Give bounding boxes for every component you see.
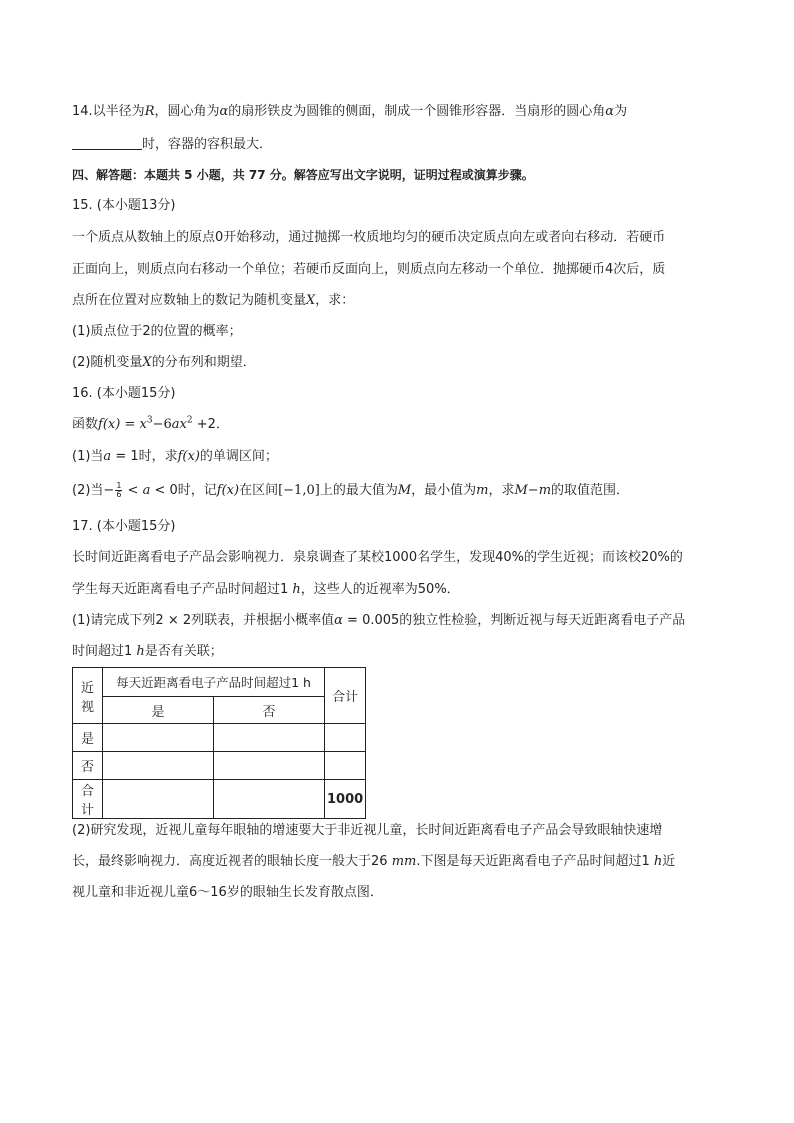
table-corner-header: 近视	[73, 668, 103, 724]
q17-text: (1)请完成下列2 × 2列联表，并根据小概率值	[72, 613, 335, 628]
q16-text: +2．	[192, 417, 229, 432]
math-X: X	[306, 293, 316, 308]
q15-text: (2)随机变量	[72, 355, 143, 370]
q14-text: 时，容器的容积最大．	[142, 137, 273, 152]
math-alpha: α	[219, 104, 229, 119]
math-h: h	[136, 644, 145, 659]
math-exponent: 2	[186, 415, 193, 426]
q17-text: = 0.005的独立性检验，判断近视与每天近距离看电子产品	[342, 613, 686, 628]
q14-line2	[72, 135, 272, 154]
fraction-denominator: 6	[116, 490, 122, 499]
math-equals: =	[120, 417, 140, 432]
q16-text: (2)当−	[72, 483, 115, 498]
q15-paragraph-line: 一个质点从数轴上的原点0开始移动，通过抛掷一枚质地均匀的硬币决定质点向左或者向右移动．若硬币	[72, 230, 666, 245]
math-f-of-x: f(x)	[98, 417, 121, 432]
q17-paragraph-line: 长时间近距离看电子产品会影响视力．泉泉调查了某校1000名学生，发现40%的学生近视；而该校20%的	[72, 550, 683, 565]
q16-subquestion-1	[72, 448, 278, 466]
table-col-yes: 是	[103, 697, 214, 724]
q16-text: 函数	[72, 417, 99, 432]
math-h: h	[653, 854, 663, 869]
table-row-total: 合计	[73, 780, 103, 819]
math-a: a	[103, 449, 112, 464]
math-exponent: 3	[146, 415, 153, 426]
q17-subquestion-2-cont: 视儿童和非近视儿童6～16岁的眼轴生长发育散点图．	[72, 885, 383, 900]
math-x: x	[139, 417, 147, 432]
table-cell[interactable]	[214, 752, 325, 780]
q17-text: ，这些人的近视率为50%．	[300, 582, 460, 597]
math-alpha: α	[605, 104, 615, 119]
math-mm: mm	[391, 854, 417, 869]
q14-line1	[72, 103, 627, 121]
q17-subquestion-1	[72, 612, 685, 630]
q14-text: 的扇形铁皮为圆锥的侧面，制成一个圆锥形容器．当扇形的圆心角	[228, 104, 606, 119]
math-alpha: α	[334, 613, 343, 628]
q16-text: 上的最大值为	[319, 483, 398, 498]
q17-header: 17. (本小题15分)	[72, 519, 176, 534]
table-row-no: 否	[73, 752, 103, 780]
q16-text: ，求	[488, 483, 515, 498]
q15-paragraph-line: 正面向上，则质点向右移动一个单位；若硬币反面向上，则质点向左移动一个单位．抛掷硬币4次后，质	[72, 262, 666, 277]
math-term: −6	[152, 417, 172, 432]
q15-paragraph-line	[72, 292, 354, 310]
q17-text: 时间超过1	[72, 644, 137, 659]
answer-blank[interactable]	[72, 135, 142, 150]
table-cell[interactable]	[214, 724, 325, 752]
table-grand-total: 1000	[325, 780, 366, 819]
math-M: M	[397, 483, 412, 498]
q15-subquestion-2	[72, 354, 256, 372]
table-cell[interactable]	[103, 752, 214, 780]
q16-subquestion-2	[72, 482, 629, 500]
math-interval: [−1,0]	[278, 483, 320, 498]
table-cell[interactable]	[325, 752, 366, 780]
q17-text: 学生每天近距离看电子产品时间超过1	[72, 582, 293, 597]
math-M-minus-m: M−m	[514, 483, 552, 498]
q17-paragraph-line	[72, 581, 460, 599]
q16-text: 的取值范围．	[551, 483, 630, 498]
table-col-no: 否	[214, 697, 325, 724]
q16-text: < 0时，记	[150, 483, 217, 498]
math-a: a	[142, 483, 151, 498]
section-heading: 四、解答题：本题共 5 小题，共 77 分。解答应写出文字说明，证明过程或演算步骤。	[72, 168, 534, 182]
math-m: m	[476, 483, 489, 498]
q17-subquestion-2: (2)研究发现，近视儿童每年眼轴的增速要大于非近视儿童，长时间近距离看电子产品会导致眼轴快速增	[72, 823, 663, 838]
q14-text: 为	[614, 104, 628, 119]
q14-text: ，圆心角为	[154, 104, 220, 119]
math-R: R	[144, 104, 155, 119]
q16-text: ，最小值为	[411, 483, 477, 498]
math-f-of-x: f(x)	[177, 449, 200, 464]
q17-subquestion-1-cont	[72, 643, 223, 661]
q15-text: 点所在位置对应数轴上的数记为随机变量	[72, 293, 307, 308]
math-f-of-x: f(x)	[216, 483, 240, 498]
q16-text: 的单调区间；	[199, 449, 278, 464]
q17-text: 近	[662, 854, 676, 869]
math-ax: ax	[171, 417, 187, 432]
q17-text: 是否有关联；	[144, 644, 223, 659]
table-total-header: 合计	[325, 668, 366, 724]
contingency-table	[72, 667, 366, 819]
fraction	[115, 482, 122, 499]
q16-text: (1)当	[72, 449, 104, 464]
q17-text: 长，最终影响视力．高度近视者的眼轴长度一般大于26	[72, 854, 392, 869]
table-cell[interactable]	[214, 780, 325, 819]
math-h: h	[292, 582, 301, 597]
q15-header: 15. (本小题13分)	[72, 198, 176, 213]
q16-text: 在区间	[239, 483, 279, 498]
q17-subquestion-2-cont	[72, 853, 675, 871]
q16-function-definition	[72, 416, 229, 434]
q16-text: = 1时，求	[111, 449, 178, 464]
table-row-yes: 是	[73, 724, 103, 752]
q16-header: 16. (本小题15分)	[72, 386, 176, 401]
q15-text: 的分布列和期望．	[151, 355, 256, 370]
table-group-header: 每天近距离看电子产品时间超过1 h	[103, 668, 325, 697]
math-less-than: <	[123, 483, 143, 498]
math-X: X	[142, 355, 152, 370]
table-cell[interactable]	[103, 724, 214, 752]
q14-text: 14.以半径为	[72, 104, 145, 119]
q17-text: .下图是每天近距离看电子产品时间超过1	[416, 854, 654, 869]
table-cell[interactable]	[103, 780, 214, 819]
q15-text: ，求：	[315, 293, 355, 308]
fraction-numerator: 1	[116, 481, 122, 490]
q15-subquestion-1: (1)质点位于2的位置的概率；	[72, 324, 242, 339]
table-cell[interactable]	[325, 724, 366, 752]
